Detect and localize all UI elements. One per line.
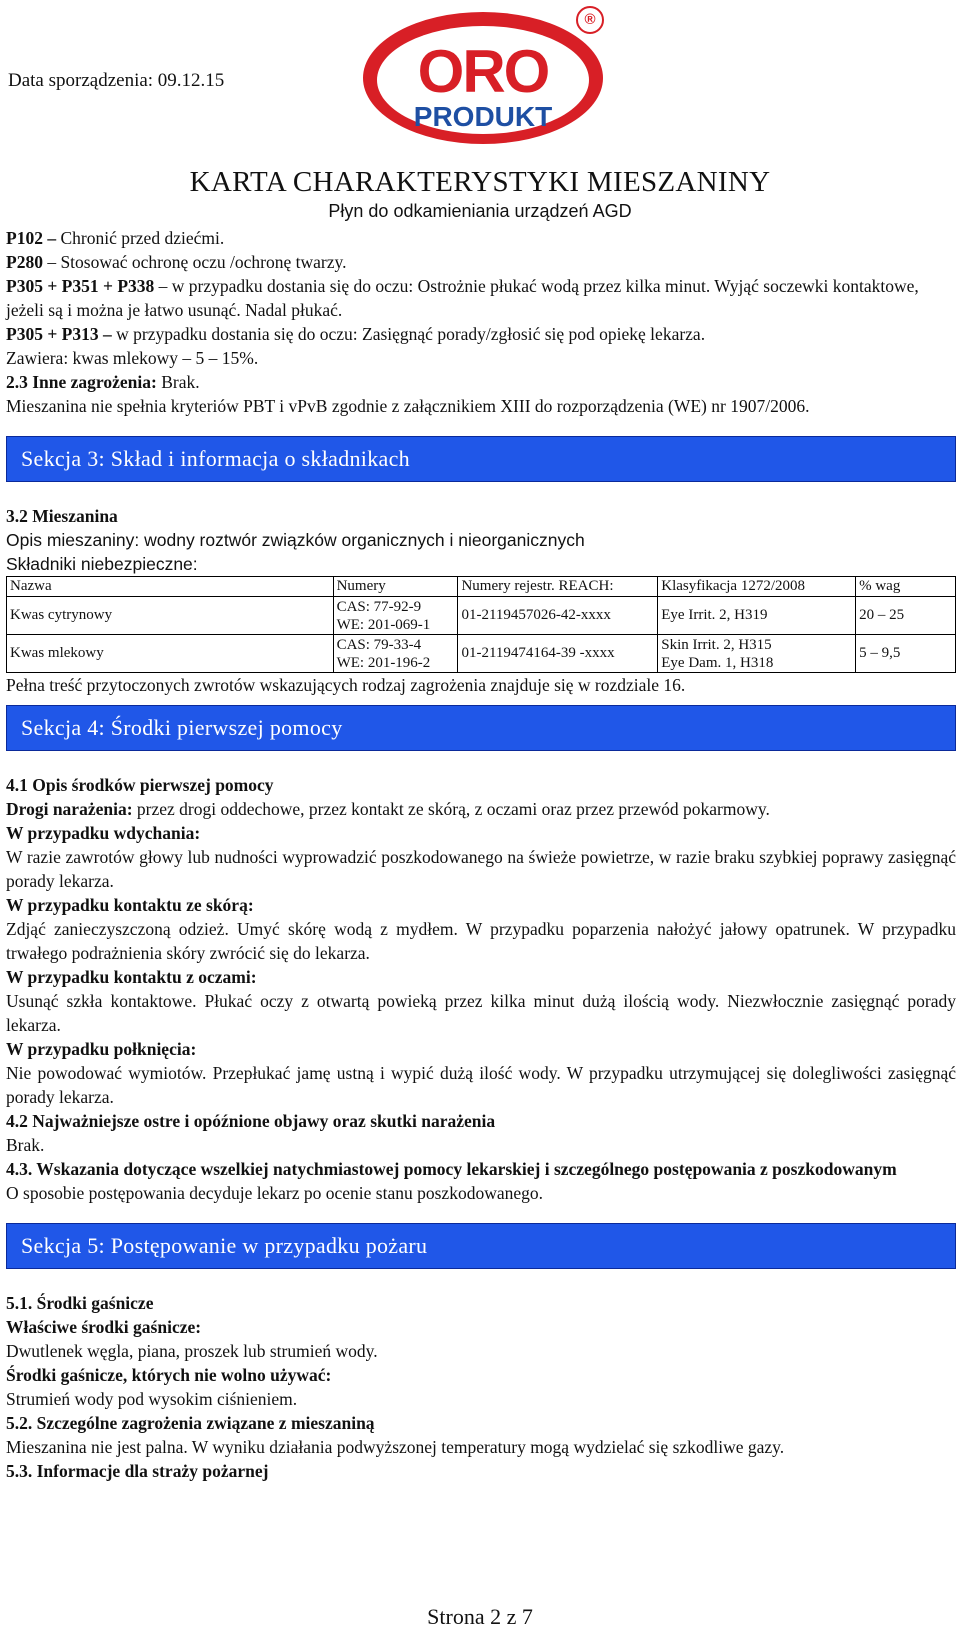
component-percent: 20 – 25: [856, 597, 956, 635]
unsuitable-media-text: Strumień wody pod wysokim ciśnieniem.: [6, 1389, 298, 1409]
col-header-numbers: Numery: [333, 577, 458, 597]
special-hazards-text: Mieszanina nie jest palna. W wyniku działania podwyższonej temperatury mogą wydzielać się szkodliwe gazy.: [6, 1437, 785, 1457]
table-row: [7, 597, 956, 635]
subsection-5-1-heading: 5.1. Środki gaśnicze: [6, 1293, 154, 1313]
contains-text: Zawiera: kwas mlekowy – 5 – 15%.: [6, 348, 259, 368]
statement-p305-p351-p338: P305 + P351 + P338 – w przypadku dostania się do oczu: Ostrożnie płukać wodą przez kilka minut. Wyjąć soczewki kontaktowe, jeżeli są i można je łatwo usunąć. Nadal płukać.: [6, 276, 919, 320]
medical-attention-text: O sposobie postępowania decyduje lekarz po ocenie stanu poszkodowanego.: [6, 1183, 543, 1203]
col-header-name: Nazwa: [7, 577, 334, 597]
component-name: Kwas mlekowy: [7, 635, 334, 673]
table-header-row: [7, 577, 956, 597]
table-row: [7, 635, 956, 673]
inhalation-text: W razie zawrotów głowy lub nudności wyprowadzić poszkodowanego na świeże powietrze, w razie braku szybkiej poprawy zasięgnąć porady lekarza.: [6, 847, 956, 891]
component-classification: Skin Irrit. 2, H315 Eye Dam. 1, H318: [658, 635, 856, 673]
component-numbers: CAS: 79-33-4 WE: 201-196-2: [333, 635, 458, 673]
exposure-routes: Drogi narażenia: przez drogi oddechowe, przez kontakt ze skórą, z oczami oraz przez przewód pokarmowy.: [6, 799, 770, 819]
section-5-header: Sekcja 5: Postępowanie w przypadku pożaru: [6, 1223, 956, 1269]
subsection-4-2-heading: 4.2 Najważniejsze ostre i opóźnione objawy oraz skutki narażenia: [6, 1111, 496, 1131]
page-content: [6, 226, 956, 1483]
inhalation-heading: W przypadku wdychania:: [6, 823, 201, 843]
unsuitable-media-heading: Środki gaśnicze, których nie wolno używać:: [6, 1365, 332, 1385]
col-header-percent: % wag: [856, 577, 956, 597]
registered-mark-icon: ®: [576, 6, 604, 34]
subsection-5-2-heading: 5.2. Szczególne zagrożenia związane z mieszaniną: [6, 1413, 375, 1433]
col-header-classification: Klasyfikacja 1272/2008: [658, 577, 856, 597]
component-percent: 5 – 9,5: [856, 635, 956, 673]
col-header-reach: Numery rejestr. REACH:: [458, 577, 658, 597]
pbt-statement: Mieszanina nie spełnia kryteriów PBT i vPvB zgodnie z załącznikiem XIII do rozporządzenia (WE) nr 1907/2006.: [6, 396, 810, 416]
suitable-media-text: Dwutlenek węgla, piana, proszek lub strumień wody.: [6, 1341, 378, 1361]
statement-p280: P280 – Stosować ochronę oczu /ochronę twarzy.: [6, 252, 347, 272]
hazardous-components-label: Składniki niebezpieczne:: [6, 554, 198, 574]
component-numbers: CAS: 77-92-9 WE: 201-069-1: [333, 597, 458, 635]
subsection-5-3-heading: 5.3. Informacje dla straży pożarnej: [6, 1461, 269, 1481]
subsection-3-2-heading: 3.2 Mieszanina: [6, 506, 118, 526]
ingestion-text: Nie powodować wymiotów. Przepłukać jamę ustną i wypić dużą ilość wody. W przypadku utrzymującej się dolegliwości zasięgnąć porady lekarza.: [6, 1063, 956, 1107]
document-subtitle: Płyn do odkamieniania urządzeń AGD: [328, 201, 632, 221]
suitable-media-heading: Właściwe środki gaśnicze:: [6, 1317, 202, 1337]
section-4-header: Sekcja 4: Środki pierwszej pomocy: [6, 705, 956, 751]
component-classification: Eye Irrit. 2, H319: [658, 597, 856, 635]
preparation-date: Data sporządzenia: 09.12.15: [8, 70, 225, 91]
mixture-description: Opis mieszaniny: wodny roztwór związków organicznych i nieorganicznych: [6, 530, 585, 550]
skin-contact-heading: W przypadku kontaktu ze skórą:: [6, 895, 254, 915]
page-number: Strona 2 z 7: [427, 1604, 533, 1629]
symptoms-text: Brak.: [6, 1135, 45, 1155]
eye-contact-heading: W przypadku kontaktu z oczami:: [6, 967, 257, 987]
component-reach: 01-2119457026-42-xxxx: [458, 597, 658, 635]
oro-produkt-logo: [358, 4, 608, 144]
component-reach: 01-2119474164-39 -xxxx: [458, 635, 658, 673]
component-name: Kwas cytrynowy: [7, 597, 334, 635]
logo-oro-text: ORO: [417, 38, 549, 105]
subsection-4-1-heading: 4.1 Opis środków pierwszej pomocy: [6, 775, 274, 795]
hazard-statements-note: Pełna treść przytoczonych zwrotów wskazujących rodzaj zagrożenia znajduje się w rozdziale 16.: [6, 675, 686, 695]
logo-produkt-text: PRODUKT: [413, 101, 553, 132]
ingestion-heading: W przypadku połknięcia:: [6, 1039, 197, 1059]
document-title: KARTA CHARAKTERYSTYKI MIESZANINY: [189, 166, 771, 198]
skin-contact-text: Zdjąć zanieczyszczoną odzież. Umyć skórę wodą z mydłem. W przypadku poparzenia nałożyć jałowy opatrunek. W przypadku trwałego podrażnienia skóry zwrócić się do lekarza.: [6, 919, 956, 963]
statement-p102: P102 – Chronić przed dziećmi.: [6, 228, 225, 248]
components-table: [6, 576, 956, 673]
subsection-4-3-heading: 4.3. Wskazania dotyczące wszelkiej natychmiastowej pomocy lekarskiej i szczególnego postępowania z poszkodowanym: [6, 1159, 897, 1179]
eye-contact-text: Usunąć szkła kontaktowe. Płukać oczy z otwartą powieką przez kilka minut dużą ilością wody. Niezwłocznie zasięgnąć porady lekarza.: [6, 991, 956, 1035]
section-3-header: Sekcja 3: Skład i informacja o składnikach: [6, 436, 956, 482]
other-hazards: 2.3 Inne zagrożenia: Brak.: [6, 372, 200, 392]
statement-p305-p313: P305 + P313 – w przypadku dostania się do oczu: Zasięgnąć porady/zgłosić się pod opiekę lekarza.: [6, 324, 706, 344]
